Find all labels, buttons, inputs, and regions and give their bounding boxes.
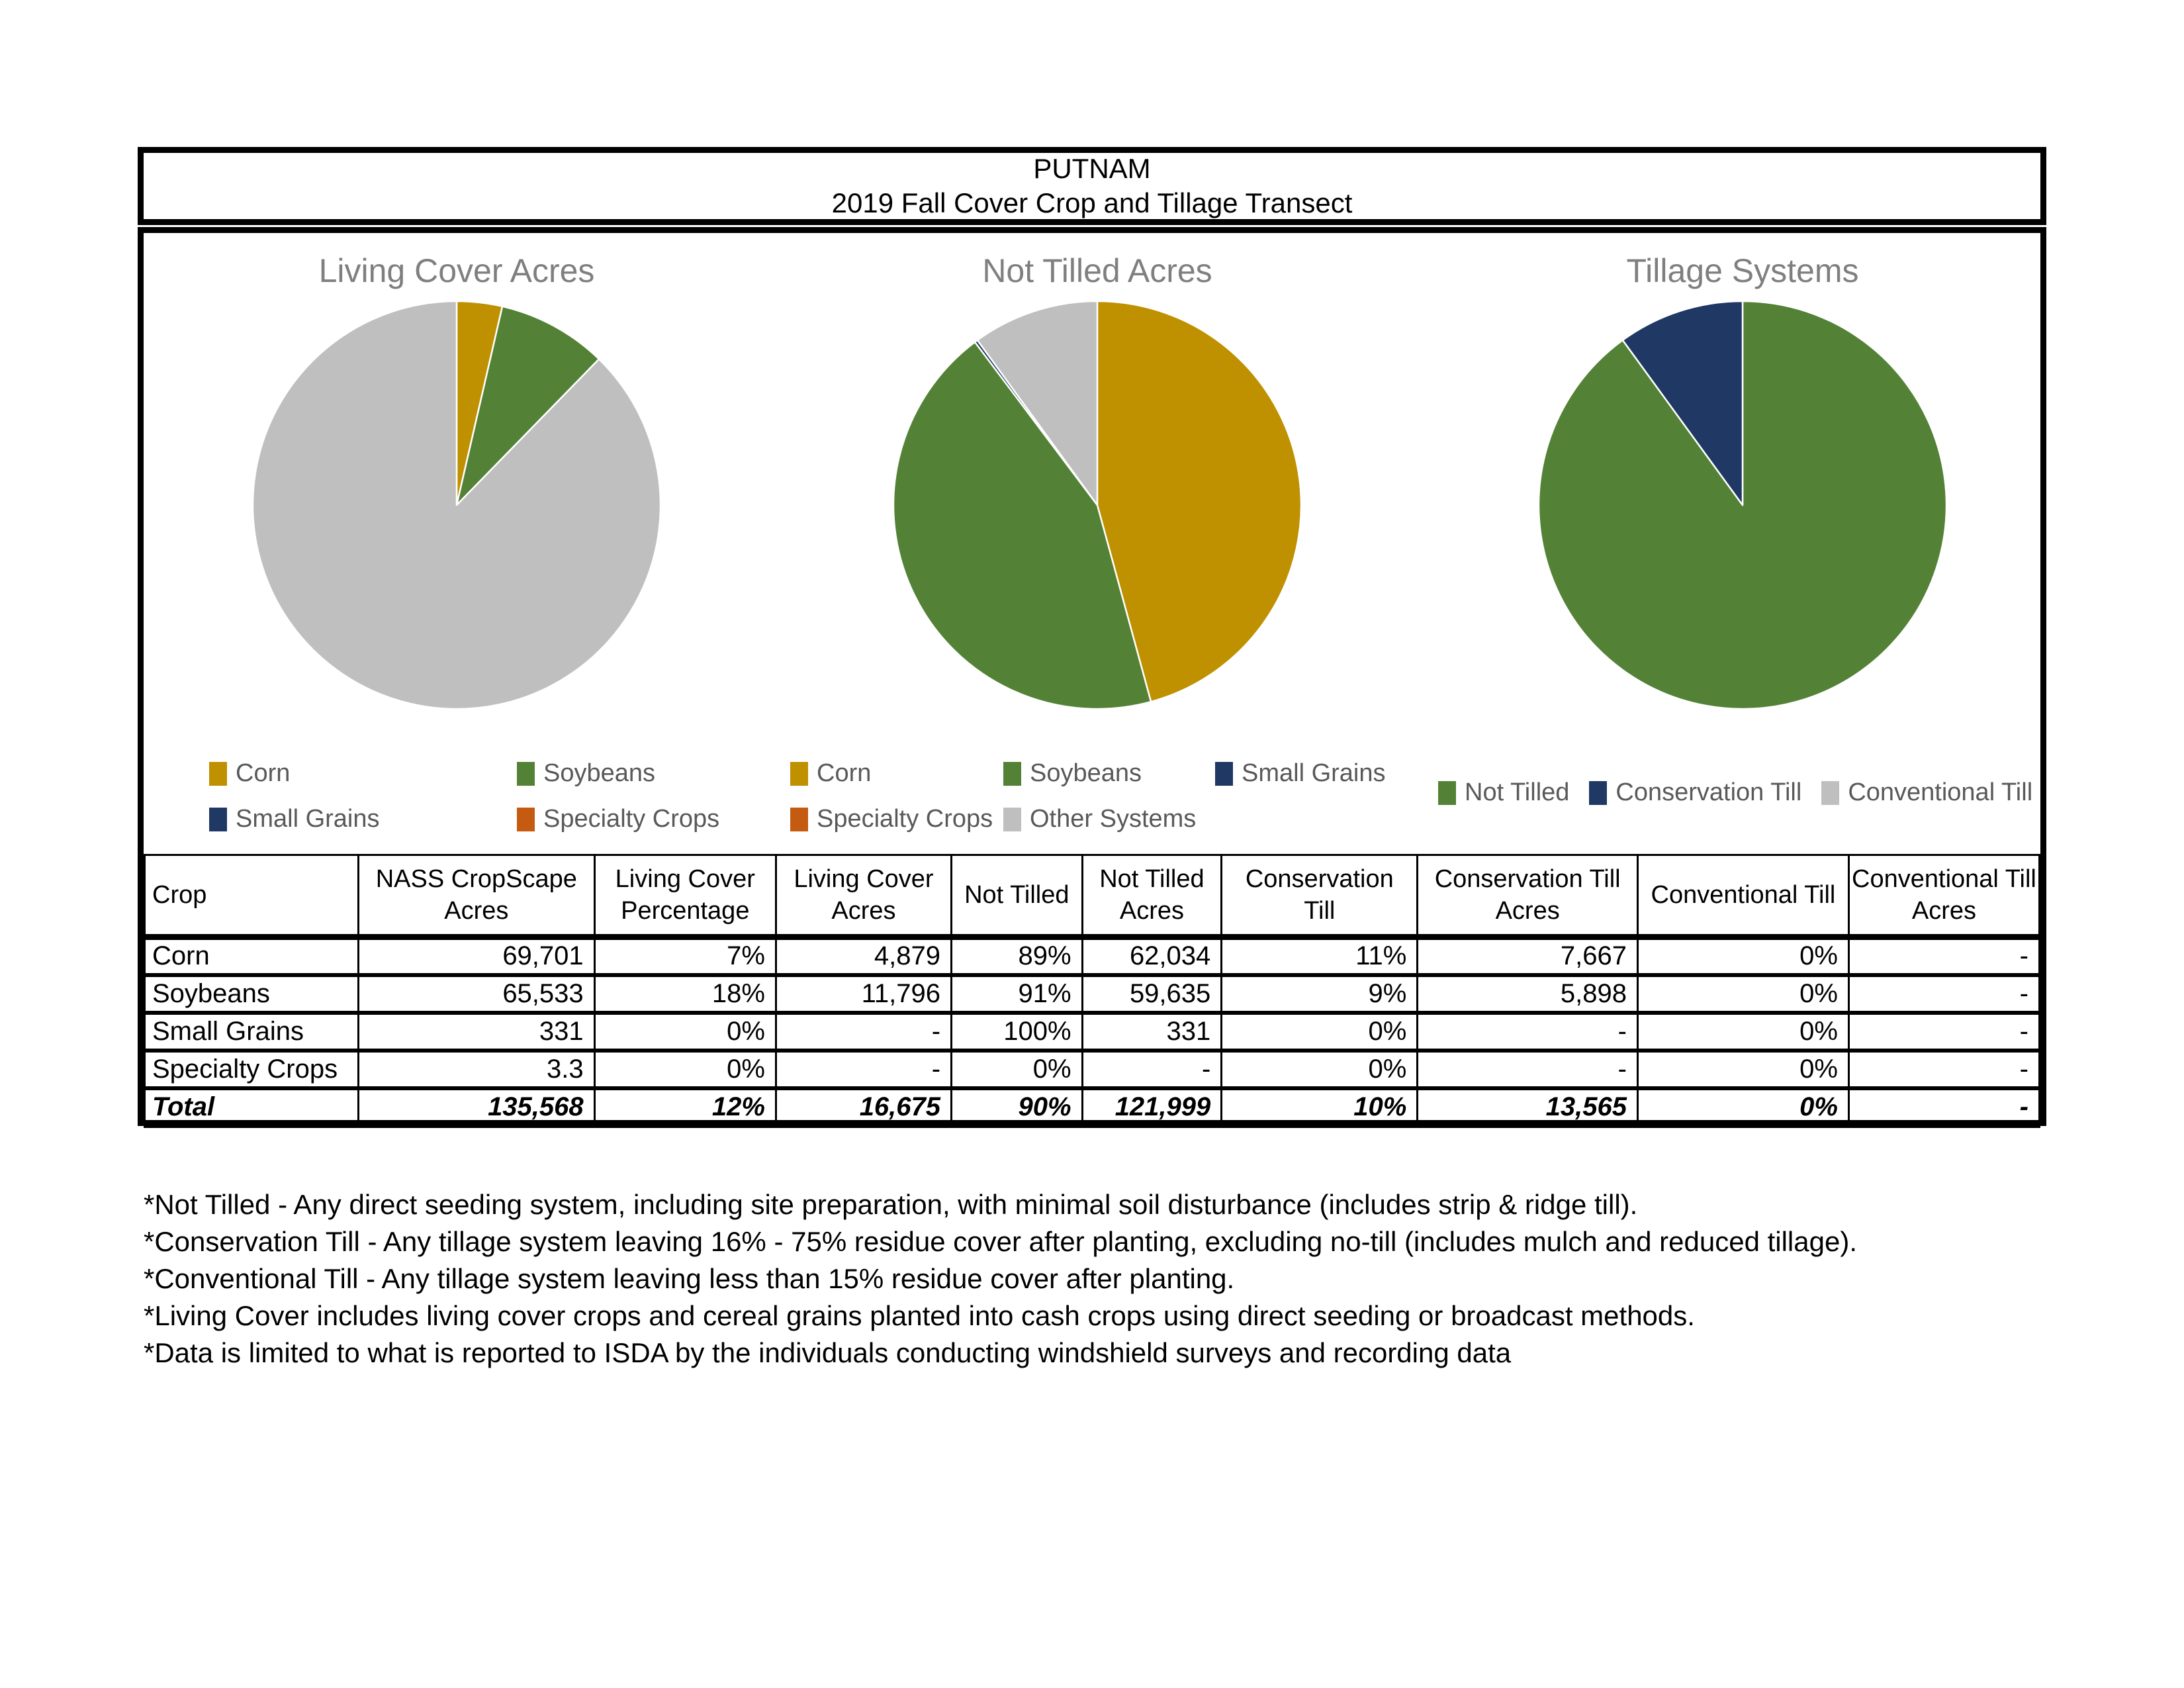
- table-cell: 11,796: [776, 975, 951, 1013]
- legend-living-cover: [209, 759, 719, 833]
- column-header: Conventional Till: [1637, 855, 1848, 937]
- table-cell: 0%: [1637, 1088, 1848, 1126]
- column-header: Conventional Till Acres: [1848, 855, 2039, 937]
- table-cell: 9%: [1222, 975, 1418, 1013]
- table-cell: -: [1848, 1013, 2039, 1051]
- legend-label: Specialty Crops: [817, 805, 993, 833]
- legend-item-conservation-till: [1589, 778, 1801, 807]
- legend-label: Corn: [236, 759, 291, 787]
- table-cell: Corn: [145, 937, 359, 975]
- legend-not-tilled: [790, 759, 1386, 833]
- column-header: Living Cover Acres: [776, 855, 951, 937]
- table-total-row: [145, 1088, 2040, 1126]
- not-tilled-swatch-icon: [1438, 781, 1456, 805]
- chart-title-tillage-systems: Tillage Systems: [1626, 252, 1859, 289]
- soybeans-swatch-icon: [1003, 762, 1021, 786]
- small-grains-swatch-icon: [209, 808, 227, 831]
- other-systems-swatch-icon: [1003, 808, 1021, 831]
- legend-tillage-systems: [1438, 778, 2032, 807]
- legend-label: Not Tilled: [1465, 778, 1570, 806]
- charts-and-table-box: [138, 227, 2046, 1126]
- table-cell: 7%: [594, 937, 776, 975]
- table-cell: 0%: [594, 1013, 776, 1051]
- legend-label: Soybeans: [543, 759, 656, 787]
- crop-tillage-table-wrap: [144, 854, 2040, 1120]
- corn-swatch-icon: [790, 762, 808, 786]
- table-cell: 7,667: [1418, 937, 1638, 975]
- legend-label: Small Grains: [1242, 759, 1386, 787]
- table-cell: 0%: [594, 1051, 776, 1088]
- crop-tillage-table: [144, 854, 2040, 1128]
- legend-item-small-grains: [209, 805, 517, 833]
- report-subtitle: 2019 Fall Cover Crop and Tillage Transect: [831, 187, 1353, 218]
- table-row: [145, 975, 2040, 1013]
- table-cell: 91%: [952, 975, 1083, 1013]
- table-cell: 121,999: [1082, 1088, 1222, 1126]
- table-cell: -: [1848, 937, 2039, 975]
- table-cell: Small Grains: [145, 1013, 359, 1051]
- legend-item-corn: [790, 759, 1003, 788]
- table-cell: Soybeans: [145, 975, 359, 1013]
- pie-chart-not-tilled: [886, 293, 1309, 717]
- table-cell: Total: [145, 1088, 359, 1126]
- pie-chart-living-cover: [245, 293, 668, 717]
- table-cell: -: [1848, 1088, 2039, 1126]
- table-cell: Specialty Crops: [145, 1051, 359, 1088]
- corn-swatch-icon: [209, 762, 227, 786]
- footnote-conservation-till: *Conservation Till - Any tillage system leaving 16% - 75% residue cover after planting, excluding no-till (includes mulch and reduced tillage).: [144, 1226, 1857, 1257]
- table-cell: -: [776, 1051, 951, 1088]
- table-cell: -: [776, 1013, 951, 1051]
- table-cell: 5,898: [1418, 975, 1638, 1013]
- column-header: Living Cover Percentage: [594, 855, 776, 937]
- table-row: [145, 1051, 2040, 1088]
- table-cell: 89%: [952, 937, 1083, 975]
- table-cell: 135,568: [358, 1088, 594, 1126]
- table-cell: 62,034: [1082, 937, 1222, 975]
- table-cell: 100%: [952, 1013, 1083, 1051]
- pie-slice-other: [253, 301, 660, 709]
- table-cell: 0%: [1637, 1051, 1848, 1088]
- legend-label: Specialty Crops: [543, 805, 720, 833]
- table-cell: 0%: [1222, 1051, 1418, 1088]
- table-cell: -: [1418, 1013, 1638, 1051]
- table-header: [145, 855, 2040, 937]
- legend-label: Corn: [817, 759, 872, 787]
- table-cell: 59,635: [1082, 975, 1222, 1013]
- legend-label: Conventional Till: [1848, 778, 2033, 806]
- table-cell: 0%: [952, 1051, 1083, 1088]
- legend-item-other-systems: [1003, 805, 1215, 833]
- table-cell: 10%: [1222, 1088, 1418, 1126]
- legend-item-corn: [209, 759, 517, 788]
- table-cell: 0%: [1222, 1013, 1418, 1051]
- table-cell: 0%: [1637, 1013, 1848, 1051]
- report-county-title: PUTNAM: [1033, 153, 1151, 184]
- footnote-living-cover: *Living Cover includes living cover crops and cereal grains planted into cash crops using direct seeding or broadcast methods.: [144, 1300, 1695, 1331]
- column-header: Not Tilled Acres: [1082, 855, 1222, 937]
- conservation-till-swatch-icon: [1589, 781, 1607, 805]
- chart-title-not-tilled: Not Tilled Acres: [982, 252, 1212, 289]
- legend-label: Soybeans: [1030, 759, 1142, 787]
- table-cell: 3.3: [358, 1051, 594, 1088]
- small-grains-swatch-icon: [1215, 762, 1233, 786]
- chart-title-living-cover: Living Cover Acres: [318, 252, 595, 289]
- table-body: [145, 937, 2040, 1126]
- legend-item-small-grains: [1215, 759, 1386, 788]
- table-header-row: [145, 855, 2040, 937]
- table-cell: -: [1848, 975, 2039, 1013]
- legend-item-specialty-crops: [790, 805, 1003, 833]
- legend-label: Conservation Till: [1615, 778, 1802, 806]
- footnote-not-tilled: *Not Tilled - Any direct seeding system, including site preparation, with minimal soil disturbance (includes strip & ridge till).: [144, 1189, 1638, 1220]
- column-header: Crop: [145, 855, 359, 937]
- table-row: [145, 1013, 2040, 1051]
- table-cell: -: [1418, 1051, 1638, 1088]
- table-cell: 13,565: [1418, 1088, 1638, 1126]
- table-cell: 90%: [952, 1088, 1083, 1126]
- table-row: [145, 937, 2040, 975]
- footnotes: [144, 1186, 1857, 1372]
- pie-chart-tillage-systems: [1531, 293, 1954, 717]
- table-cell: 331: [358, 1013, 594, 1051]
- table-cell: 16,675: [776, 1088, 951, 1126]
- conventional-till-swatch-icon: [1821, 781, 1839, 805]
- column-header: NASS CropScape Acres: [358, 855, 594, 937]
- legend-label: Other Systems: [1030, 805, 1197, 833]
- soybeans-swatch-icon: [517, 762, 535, 786]
- specialty-crops-swatch-icon: [517, 808, 535, 831]
- table-cell: 18%: [594, 975, 776, 1013]
- column-header: Conservation Till: [1222, 855, 1418, 937]
- table-cell: 4,879: [776, 937, 951, 975]
- table-cell: 331: [1082, 1013, 1222, 1051]
- legend-item-not-tilled: [1438, 778, 1569, 807]
- legend-item-soybeans: [517, 759, 719, 788]
- legend-item-conventional-till: [1821, 778, 2032, 807]
- table-cell: 69,701: [358, 937, 594, 975]
- table-cell: 12%: [594, 1088, 776, 1126]
- table-cell: 0%: [1637, 937, 1848, 975]
- table-cell: -: [1082, 1051, 1222, 1088]
- table-cell: 11%: [1222, 937, 1418, 975]
- footnote-conventional-till: *Conventional Till - Any tillage system leaving less than 15% residue cover after planting.: [144, 1263, 1235, 1294]
- table-cell: -: [1848, 1051, 2039, 1088]
- specialty-crops-swatch-icon: [790, 808, 808, 831]
- footnote-data-limited: *Data is limited to what is reported to ISDA by the individuals conducting windshield surveys and recording data: [144, 1337, 1512, 1368]
- legend-label: Small Grains: [236, 805, 380, 833]
- table-cell: 65,533: [358, 975, 594, 1013]
- column-header: Not Tilled: [952, 855, 1083, 937]
- column-header: Conservation Till Acres: [1418, 855, 1638, 937]
- legend-item-specialty-crops: [517, 805, 719, 833]
- report-title-box: [138, 147, 2046, 225]
- legend-item-soybeans: [1003, 759, 1215, 788]
- table-cell: 0%: [1637, 975, 1848, 1013]
